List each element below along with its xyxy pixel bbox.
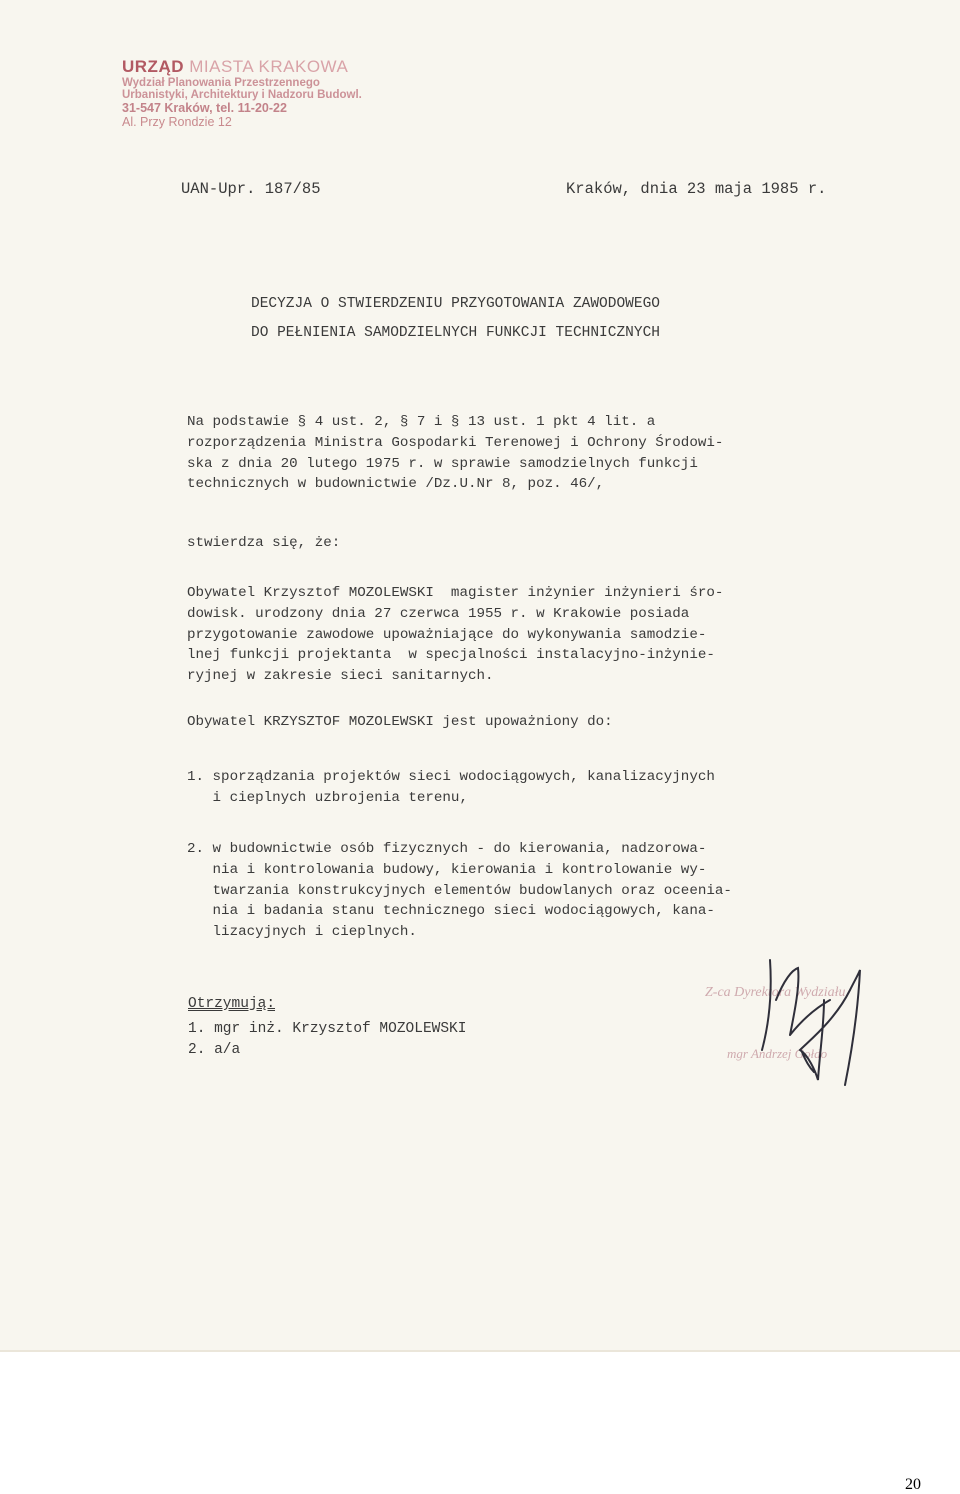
recipient-1: 1. mgr inż. Krzysztof MOZOLEWSKI: [188, 1021, 467, 1037]
stamp-line-3: Urbanistyki, Architektury i Nadzoru Budowl.: [122, 89, 362, 102]
stamp-line-1: URZĄD MIASTA KRAKOWA: [122, 57, 349, 76]
qualification-paragraph: Obywatel Krzysztof MOZOLEWSKI magister inżynier inżynieri śro- dowisk. urodzony dnia 27 czerwca 1955 r. w Krakowie posiada przygotowanie zawodowe upoważniające do wykonywania samodzie- lnej funkcji projektanta w specjalności instalacyjno-inżynie- ryjnej w zakresie sieci sanitarnych.: [187, 585, 724, 685]
decision-title-line-2: DO PEŁNIENIA SAMODZIELNYCH FUNKCJI TECHNICZNYCH: [251, 325, 660, 341]
reference-number: UAN-Upr. 187/85: [181, 180, 321, 198]
stamp-line-5: Al. Przy Rondzie 12: [122, 114, 232, 129]
authorization-item-2: 2. w budownictwie osób fizycznych - do kierowania, nadzorowa- nia i kontrolowania budowy, kierowania i kontrolowanie wy- twarzania konstrukcyjnych elementów budowlanych oraz oceenia- nia i badania stanu technicznego sieci wodociągowych, kana- lizacyjnych i cieplnych.: [187, 841, 732, 941]
place-and-date: Kraków, dnia 23 maja 1985 r.: [566, 180, 827, 198]
authorization-line: Obywatel KRZYSZTOF MOZOLEWSKI jest upoważniony do:: [187, 714, 613, 730]
decision-title-line-1: DECYZJA O STWIERDZENIU PRZYGOTOWANIA ZAWODOWEGO: [251, 296, 660, 312]
recipient-2: 2. a/a: [188, 1042, 241, 1058]
legal-basis-paragraph: Na podstawie § 4 ust. 2, § 7 i § 13 ust. 1 pkt 4 lit. a rozporządzenia Ministra Gospodarki Terenowej i Ochrony Środowi- ska z dnia 20 lutego 1975 r. w sprawie samodzielnych funkcji technicznych w budownictwie /Dz.U.Nr 8, poz. 46/,: [187, 414, 724, 493]
stamp-line-2: Wydział Planowania Przestrzennego: [122, 76, 320, 89]
authorization-item-1: 1. sporządzania projektów sieci wodociągowych, kanalizacyjnych i cieplnych uzbrojenia terenu,: [187, 769, 715, 806]
office-stamp: [122, 58, 382, 129]
signature-stamp-role: Z-ca Dyrektora Wydziału: [705, 985, 846, 1000]
signature-stamp-name: mgr Andrzej Gołdo: [727, 1046, 828, 1061]
stamp-line-4: 31-547 Kraków, tel. 11-20-22: [122, 100, 287, 115]
handwritten-signature: [740, 940, 890, 1090]
statement-line: stwierdza się, że:: [187, 535, 341, 551]
recipients-heading: Otrzymują:: [188, 996, 276, 1012]
page-number: 20: [905, 1476, 921, 1493]
